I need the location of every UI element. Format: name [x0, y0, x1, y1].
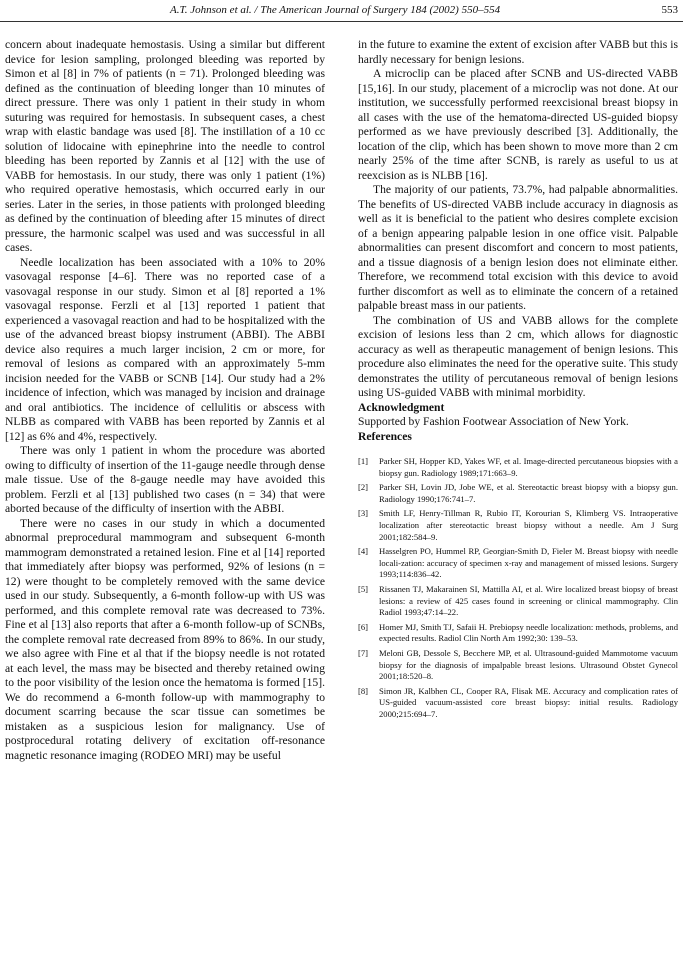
reference-number: [5]: [358, 583, 369, 594]
reference-list: [358, 456, 678, 720]
reference-text: Homer MJ, Smith TJ, Safaii H. Prebiopsy needle localization: methods, problems, and expected results. Radiol Clin North Am 1992;30: 139–53.: [379, 621, 678, 644]
page-header: [0, 2, 683, 22]
references-heading: References: [358, 429, 412, 443]
page-number: 553: [661, 4, 678, 16]
reference-number: [4]: [358, 546, 369, 557]
body-paragraph: There were no cases in our study in which a documented abnormal preprocedural mammogram and subsequent 6-month mammogram demonstrated a retained lesion. Fine et al [14] reported that immediately after biopsy was performed, 92% of lesions (n = 12) were thought to be completely removed with the same device used in our study. Subsequently, a 6-month follow-up with US was performed, and this complete removal rate was decreased to 73%. Fine et al [13] also reports that after a 6-month follow-up of SCNBs, the complete removal rate decreased from 89% to 86%. In our study, we also agree with Fine et al that if the biopsy needle is not rotated at each level, the mass may be bisected and thereby retained owing to the poor visibility of the lesion once the hematoma is formed [15]. We do recommend a 6-month follow-up with mammography to document scarring because the scar tissue can sometimes be mistaken as a suspicious lesion for malignancy. Use of postprocedural rotating delivery of excitation off-resonance magnetic resonance imaging (RODEO MRI) may be useful: [5, 516, 325, 762]
reference-item: [358, 456, 678, 479]
header-rule: [0, 21, 683, 22]
body-paragraph: Needle localization has been associated with a 10% to 20% vasovagal response [4–6]. There was no reported case of a vasovagal response in our study. Simon et al [8] reported a 1% vasovagal response. Ferzli et al [13] reported 1 patient that experienced a vasovagal reaction and had to be hospitalized with the use of the advanced breast biopsy instrument (ABBI). The ABBI device also requires a much larger incision, 2 cm or more, for removal of lesions as compared with an approximately 5-mm incision needed for the VABB or SCNB [14]. Our study had a 2% incidence of infection, which was managed by incision and drainage and oral antibiotics. The incidence of cellulitis or abscess with NLBB as compared with VABB has been reported by Zannis et al [12] as 6% and 4%, respectively.: [5, 255, 325, 443]
reference-number: [6]: [358, 621, 369, 632]
reference-text: Parker SH, Hopper KD, Yakes WF, et al. Image-directed percutaneous biopsies with a biopsy gun. Radiology 1989;171:663–9.: [379, 456, 678, 478]
reference-text: Rissanen TJ, Makarainen SI, Mattilla AI, et al. Wire localized breast biopsy of breast lesions: a review of 425 cases found in screening or clinical mammography. Clin Radiol 1993;47:14–22.: [379, 583, 678, 618]
reference-text: Simon JR, Kalbhen CL, Cooper RA, Flisak ME. Accuracy and complication rates of US-guided vacuum-assisted core breast biopsy: initial results. Radiology 2000;215:694–7.: [379, 685, 678, 719]
reference-item: [358, 648, 678, 683]
body-paragraph: The majority of our patients, 73.7%, had palpable abnormalities. The benefits of US-directed VABB include accuracy in diagnosis as well as it is beneficial to the patient who desires complete excision of a benign appearing palpable lesion in one office visit. Palpable abnormalities can present discomfort and concern to most patients, and a tissue diagnosis of a benign lesion does not eliminate either. Therefore, we recommend total excision with this device to avoid further discomfort as well as to eliminate the concern of a retained palpable breast mass in our patients.: [358, 183, 678, 312]
acknowledgment-heading: Acknowledgment: [358, 400, 445, 414]
reference-item: [358, 622, 678, 645]
body-paragraph: concern about inadequate hemostasis. Using a similar but different device for lesion sampling, prolonged bleeding was reported by Simon et al [8] in 7% of patients (n = 71). Prolonged bleeding was defined as the continuation of bleeding longer than 10 minutes of direct pressure. There was only 1 patient in their study in whom suturing was required for hemostasis. In subsequent cases, a chest wrap with elastic bandage was used [8]. The instillation of a 10 cc solution of lidocaine with epinephrine into the needle to control bleeding has been reported by Zannis et al [12] with the use of VABB for hemostasis. In our study, there was only 1 patient (1%) who required operative hemostasis, which occurred early in our series. Later in the series, in those patients with prolonged bleeding as defined by the continuation of bleeding after 15 minutes of direct pressure, the harmonic scalpel was used and was successful in all cases.: [5, 38, 325, 254]
left-column: [5, 38, 325, 763]
reference-item: [358, 686, 678, 721]
reference-number: [3]: [358, 508, 369, 519]
reference-text: Smith LF, Henry-Tillman R, Rubio IT, Korourian S, Klimberg VS. Intraoperative localization after stereotactic breast biopsy without a needle. Am J Surg 2001;182:584–9.: [379, 508, 678, 542]
reference-item: [358, 546, 678, 581]
reference-item: [358, 584, 678, 619]
reference-item: [358, 482, 678, 505]
reference-text: Parker SH, Lovin JD, Jobe WE, et al. Stereotactic breast biopsy with a biopsy gun. Radiology 1990;176:741–7.: [379, 482, 678, 504]
reference-number: [8]: [358, 685, 369, 696]
body-paragraph: There was only 1 patient in whom the procedure was aborted owing to difficulty of insertion of the 11-gauge needle through dense male tissue. Use of the 8-gauge needle may have avoided this problem. Ferzli et al [13] published two cases (n = 34) that were aborted because of the difficulty of insertion with the ABBI.: [5, 444, 325, 515]
body-paragraph: in the future to examine the extent of excision after VABB but this is hardly necessary for benign lesions.: [358, 38, 678, 66]
acknowledgment-text: Supported by Fashion Footwear Association of New York.: [358, 415, 629, 428]
reference-number: [7]: [358, 647, 369, 658]
reference-number: [1]: [358, 456, 369, 466]
body-paragraph: A microclip can be placed after SCNB and US-directed VABB [15,16]. In our study, placement of a microclip was not done. At our institution, we successfully performed reexcisional breast biopsy in all cases with the use of the hematoma-directed US-guided biopsy performed as we have previously described [3]. Additionally, the location of the clip, which has been shown to move more than 2 cm nearly 25% of the time after SCNB, is rarely as useful to us at reexcision as is NLBB [16].: [358, 67, 678, 182]
right-column: [358, 38, 678, 723]
reference-text: Hasselgren PO, Hummel RP, Georgian-Smith D, Fieler M. Breast biopsy with needle locali-zation: accuracy of specimen x-ray and management of missed lesions. Surgery 1993;114:836–42.: [379, 546, 678, 580]
reference-text: Meloni GB, Dessole S, Becchere MP, et al. Ultrasound-guided Mammotome vacuum biopsy for the diagnosis of impalpable breast lesions. Ultrasound Obstet Gynecol 2001;18:520–8.: [379, 647, 678, 682]
running-head: A.T. Johnson et al. / The American Journal of Surgery 184 (2002) 550–554: [170, 4, 501, 16]
body-paragraph: The combination of US and VABB allows for the complete excision of lesions less than 2 cm, which allows for diagnostic accuracy as well as therapeutic management of benign lesions. This procedure also eliminates the need for the operative suite. This study demonstrates the utility of percutaneous removal of benign lesions using US-guided VABB with minimal morbidity.: [358, 313, 678, 399]
reference-number: [2]: [358, 482, 369, 493]
reference-item: [358, 508, 678, 543]
